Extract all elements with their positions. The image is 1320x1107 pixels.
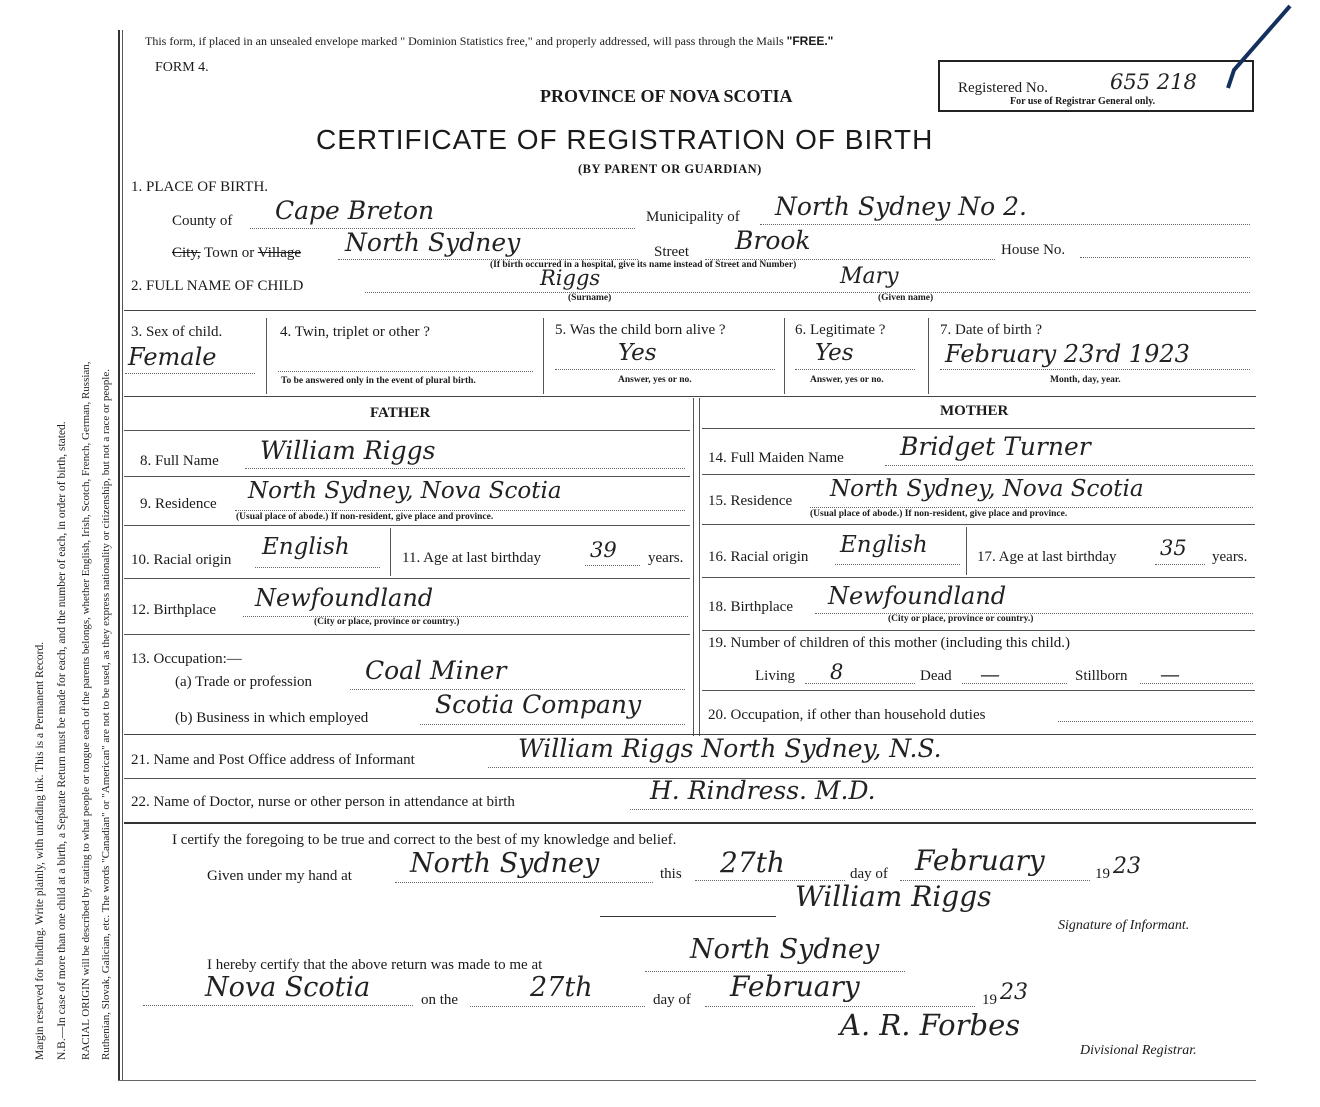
father-business-label: (b) Business in which employed: [175, 710, 369, 726]
postal-notice-text: This form, if placed in an unsealed envelope marked " Dominion Statistics free," and properly addressed, will pass through the Mails: [145, 34, 787, 48]
dob-label: 7. Date of birth ?: [940, 322, 1043, 338]
mother-occupation-line: [1058, 721, 1253, 722]
informant-value: William Riggs North Sydney, N.S.: [518, 734, 942, 763]
county-label: County of: [172, 213, 233, 229]
mother-age-line: [1155, 564, 1205, 565]
stillborn-line: [1140, 683, 1253, 684]
given-place-value: North Sydney: [410, 848, 600, 879]
given-place-line: [395, 882, 653, 883]
father-rule-3: [124, 578, 690, 579]
father-racial-label: 10. Racial origin: [131, 552, 232, 568]
mother-name-line: [885, 465, 1253, 466]
mother-occupation-label: 20. Occupation, if other than household duties: [708, 707, 986, 723]
pen-mark: [1220, 0, 1300, 100]
mother-rule-4: [702, 630, 1255, 631]
child-name-line: [365, 292, 1250, 293]
stillborn-value: —: [1160, 662, 1180, 686]
mother-rule-3: [702, 577, 1255, 578]
town-label: [172, 245, 301, 262]
rule-after-row: [124, 396, 1256, 397]
mother-name-value: Bridget Turner: [900, 432, 1091, 461]
father-age-line: [585, 565, 640, 566]
registrar-place-2-line: [143, 1005, 413, 1006]
father-business-value: Scotia Company: [435, 690, 642, 719]
father-residence-value: North Sydney, Nova Scotia: [248, 478, 562, 504]
reg-year-prefix: 19: [982, 992, 997, 1008]
mother-residence-note: (Usual place of abode.) If non-resident, give place and province.: [810, 509, 1068, 519]
legitimate-label: 6. Legitimate ?: [795, 322, 886, 338]
legitimate-line: [795, 369, 915, 370]
registrar-place-1: North Sydney: [690, 934, 880, 965]
father-residence-label: 9. Residence: [140, 496, 217, 512]
mother-rule-1: [702, 474, 1255, 475]
postal-free-mark: "FREE.": [786, 34, 834, 48]
margin-multiple-birth-note: N.B.—In case of more than one child at a birth, a Separate Return must be made for each, and the number of each, in order of birth, stated.: [56, 421, 68, 1060]
father-occupation-label: 13. Occupation:—: [131, 651, 242, 667]
father-birthplace-note: (City or place, province or country.): [314, 617, 460, 627]
given-under-label: Given under my hand at: [207, 868, 352, 884]
mother-rule-5: [702, 690, 1255, 691]
father-trade-label: (a) Trade or profession: [175, 674, 313, 690]
municipality-line: [760, 224, 1250, 225]
municipality-label: Municipality of: [646, 209, 740, 225]
postal-notice: [145, 34, 833, 49]
sex-line: [125, 373, 255, 374]
father-name-line: [245, 468, 685, 469]
father-birthplace-line: [243, 616, 688, 617]
given-name-caption: (Given name): [878, 293, 934, 303]
alive-note: Answer, yes or no.: [618, 375, 692, 385]
county-value: Cape Breton: [275, 196, 435, 225]
margin-binding-note: Margin reserved for binding. Write plainly, with unfading ink. This is a Permanent Record.: [34, 641, 46, 1060]
father-racial-value: English: [262, 534, 350, 560]
doctor-value: H. Rindress. M.D.: [650, 776, 876, 805]
house-number-label: House No.: [1001, 242, 1066, 258]
father-racial-line: [255, 567, 380, 568]
reg-year-value: 23: [1000, 980, 1028, 1005]
rule-before-certification: [124, 822, 1256, 824]
center-divider-2: [699, 398, 700, 736]
father-years-label: years.: [648, 550, 684, 566]
father-heading-rule: [124, 430, 690, 431]
doctor-line: [630, 809, 1253, 810]
father-business-line: [420, 724, 685, 725]
rule-after-name: [124, 310, 1256, 311]
registered-box: [938, 60, 1254, 112]
given-month-value: February: [915, 844, 1045, 877]
certificate-title: CERTIFICATE OF REGISTRATION OF BIRTH: [316, 124, 934, 155]
father-birthplace-label: 12. Birthplace: [131, 602, 216, 618]
mother-children-label: 19. Number of children of this mother (including this child.): [708, 635, 1071, 651]
hereby-text: I hereby certify that the above return was made to me at: [207, 957, 543, 973]
doctor-label: 22. Name of Doctor, nurse or other person in attendance at birth: [131, 794, 515, 810]
dead-line: [962, 683, 1067, 684]
margin-rule-inner: [122, 30, 123, 1080]
municipality-value: North Sydney No 2.: [775, 192, 1027, 221]
signature-caption: Signature of Informant.: [1058, 918, 1190, 933]
mother-residence-value: North Sydney, Nova Scotia: [830, 476, 1144, 502]
mother-age-value: 35: [1160, 536, 1187, 560]
father-residence-line: [235, 510, 685, 511]
father-heading: FATHER: [370, 405, 431, 421]
father-rule-1: [124, 476, 690, 477]
mother-birthplace-line: [815, 613, 1253, 614]
surname-caption: (Surname): [568, 293, 612, 303]
stillborn-label: Stillborn: [1075, 668, 1128, 684]
mother-birthplace-note: (City or place, province or country.): [888, 614, 1034, 624]
certificate-subtitle: (BY PARENT OR GUARDIAN): [578, 162, 762, 176]
reg-month-value: February: [730, 970, 860, 1003]
twin-line: [278, 371, 533, 372]
this-label: this: [660, 866, 682, 882]
bottom-rule: [118, 1080, 1256, 1081]
living-label: Living: [755, 668, 795, 684]
dob-note: Month, day, year.: [1050, 375, 1121, 385]
father-trade-value: Coal Miner: [365, 656, 507, 685]
col-divider-2: [543, 318, 544, 394]
informant-line: [488, 767, 1253, 768]
reg-day-of-label: day of: [653, 992, 691, 1008]
registrar-note: For use of Registrar General only.: [1010, 96, 1156, 107]
alive-value: Yes: [618, 340, 657, 366]
reg-day-value: 27th: [530, 972, 593, 1003]
mother-heading: MOTHER: [940, 403, 1009, 419]
father-residence-note: (Usual place of abode.) If non-resident, give place and province.: [236, 512, 494, 522]
child-surname-value: Riggs: [540, 266, 601, 290]
father-age-value: 39: [590, 538, 617, 562]
sex-value: Female: [128, 343, 217, 371]
legitimate-note: Answer, yes or no.: [810, 375, 884, 385]
informant-label: 21. Name and Post Office address of Informant: [131, 752, 415, 768]
mother-birthplace-label: 18. Birthplace: [708, 599, 793, 615]
registrar-signature: A. R. Forbes: [840, 1008, 1021, 1042]
registered-number: 655 218: [1110, 70, 1197, 94]
center-divider: [693, 398, 694, 736]
informant-signature: William Riggs: [795, 880, 992, 913]
living-line: [805, 683, 915, 684]
on-the-label: on the: [421, 992, 459, 1008]
margin-racial-origin-note: RACIAL ORIGIN will be described by stating to what people or tongue each of the parents belongs, whether English, Irish, Scotch, French, German, Russian,: [80, 361, 92, 1060]
mother-name-label: 14. Full Maiden Name: [708, 450, 844, 466]
father-rule-4: [124, 634, 690, 635]
mother-racial-line: [835, 564, 960, 565]
child-given-value: Mary: [840, 264, 899, 289]
dead-label: Dead: [920, 668, 952, 684]
street-value: Brook: [735, 226, 811, 255]
sex-label: 3. Sex of child.: [131, 324, 223, 340]
child-name-label: 2. FULL NAME OF CHILD: [131, 278, 304, 294]
father-age-label: 11. Age at last birthday: [402, 550, 541, 566]
mother-rule-2: [702, 524, 1255, 525]
alive-label: 5. Was the child born alive ?: [555, 322, 726, 338]
dob-line: [940, 369, 1250, 370]
mother-residence-line: [810, 507, 1253, 508]
hospital-note: (If birth occurred in a hospital, give its name instead of Street and Number): [490, 260, 797, 270]
mother-heading-rule: [702, 428, 1255, 429]
twin-label: 4. Twin, triplet or other ?: [280, 324, 430, 340]
alive-line: [555, 369, 775, 370]
father-birthplace-value: Newfoundland: [255, 584, 434, 612]
place-of-birth-heading: 1. PLACE OF BIRTH.: [131, 179, 269, 195]
mother-racial-label: 16. Racial origin: [708, 549, 809, 565]
father-age-divider: [390, 528, 391, 576]
town-text: Town or: [200, 245, 258, 261]
father-name-value: William Riggs: [260, 436, 436, 465]
given-year-prefix: 19: [1095, 866, 1110, 882]
certify-text: I certify the foregoing to be true and correct to the best of my knowledge and belief.: [172, 832, 677, 848]
mother-birthplace-value: Newfoundland: [828, 582, 1007, 610]
dead-value: —: [980, 662, 1000, 686]
form-number: FORM 4.: [155, 60, 209, 75]
town-value: North Sydney: [345, 228, 521, 257]
province-heading: PROVINCE OF NOVA SCOTIA: [540, 86, 793, 106]
signature-short-line: [600, 916, 776, 917]
village-struck: Village: [257, 245, 302, 261]
living-value: 8: [830, 660, 844, 684]
day-of-label: day of: [850, 866, 888, 882]
mother-years-label: years.: [1212, 549, 1248, 565]
city-struck: City,: [172, 245, 201, 261]
mother-residence-label: 15. Residence: [708, 493, 793, 509]
street-label: Street: [654, 244, 689, 260]
father-name-label: 8. Full Name: [140, 453, 219, 469]
col-divider-4: [928, 318, 929, 394]
registered-label: Registered No.: [958, 80, 1048, 96]
dob-value: February 23rd 1923: [945, 340, 1190, 368]
mother-racial-value: English: [840, 532, 928, 558]
twin-note: To be answered only in the event of plural birth.: [281, 376, 476, 386]
house-number-line: [1080, 257, 1250, 258]
registrar-caption: Divisional Registrar.: [1080, 1043, 1197, 1058]
left-margin: [0, 0, 120, 1107]
legitimate-value: Yes: [815, 340, 854, 366]
father-rule-2: [124, 525, 690, 526]
col-divider-3: [784, 318, 785, 394]
col-divider-1: [266, 318, 267, 394]
margin-racial-origin-note-2: Ruthenian, Slovak, Galician, etc. The words "Canadian" or "American" are not to be used, as they express nationality or citizenship, but not a race or people.: [100, 369, 112, 1060]
mother-age-label: 17. Age at last birthday: [977, 549, 1117, 565]
given-year-value: 23: [1113, 854, 1141, 879]
margin-rule: [118, 30, 120, 1080]
mother-age-divider: [966, 527, 967, 575]
reg-month-line: [705, 1006, 975, 1007]
reg-day-line: [470, 1006, 645, 1007]
given-day-value: 27th: [720, 846, 785, 879]
registrar-place-2: Nova Scotia: [205, 972, 371, 1003]
